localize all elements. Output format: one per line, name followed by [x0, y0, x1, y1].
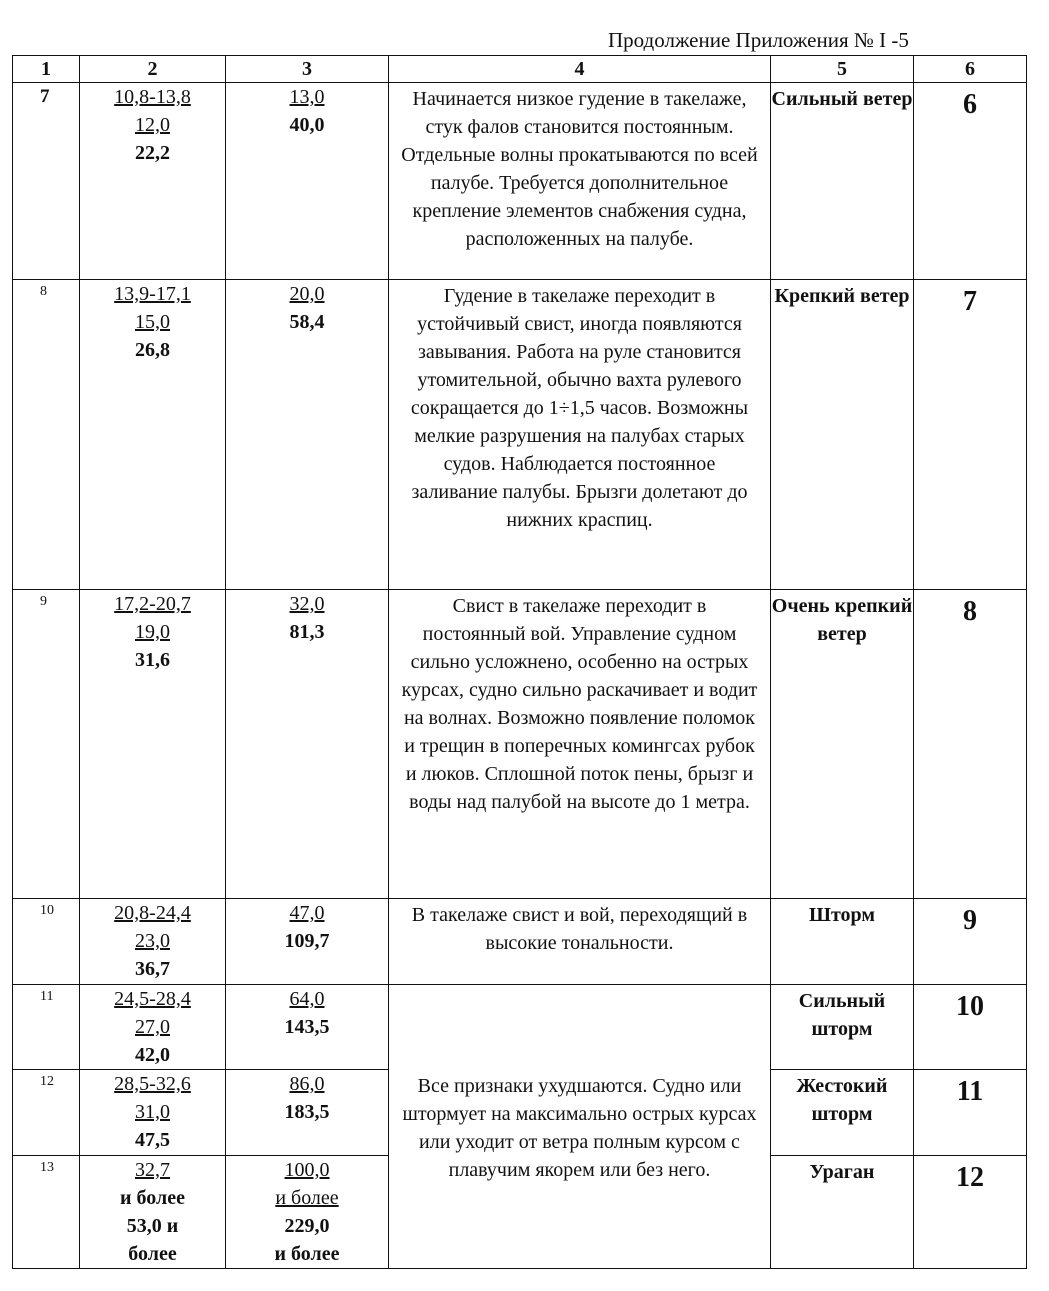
force-value: 229,0: [284, 1215, 330, 1237]
col-header-4: 4: [389, 56, 771, 83]
speed-max: 22,2: [135, 142, 170, 164]
speed-mean: 15,0: [135, 311, 170, 333]
wind-class: 6: [914, 83, 1027, 280]
pressure-value: 20,0: [289, 283, 325, 305]
force-value: 143,5: [284, 1016, 330, 1038]
speed-range: 13,9-17,1: [114, 283, 191, 305]
speed-max: 36,7: [135, 958, 170, 980]
pressure-cell: [226, 985, 389, 1070]
row-number: 9: [13, 590, 80, 899]
speed-mean: 19,0: [135, 621, 170, 643]
speed-range: 17,2-20,7: [114, 593, 191, 615]
pressure-cell: [226, 280, 389, 590]
description-cell: В такелаже свист и вой, переходящий в высокие тональности.: [389, 899, 771, 985]
speed-cell: [80, 1156, 226, 1269]
wind-class: 10: [914, 985, 1027, 1070]
speed-range: 32,7: [135, 1159, 170, 1181]
wind-name: Очень крепкий ветер: [771, 590, 914, 899]
description-cell: Начинается низкое гудение в такелаже, стук фалов становится постоянным. Отдельные волны прокатываются по всей палубе. Требуется дополнительное крепление элементов снабжения судна, расположенных на палубе.: [389, 83, 771, 280]
wind-name: Крепкий ветер: [771, 280, 914, 590]
speed-cell: [80, 985, 226, 1070]
header-row: [13, 56, 1027, 83]
speed-cell: [80, 280, 226, 590]
speed-max: 31,6: [135, 649, 170, 671]
wind-name: Жестокий шторм: [771, 1070, 914, 1156]
pressure-cell: [226, 1156, 389, 1269]
speed-range: 24,5-28,4: [114, 988, 191, 1010]
speed-max: 53,0 и более: [126, 1215, 179, 1265]
force-value: 183,5: [284, 1101, 330, 1123]
speed-mean: 12,0: [135, 114, 170, 136]
speed-mean: и более: [120, 1187, 185, 1209]
speed-range: 20,8-24,4: [114, 902, 191, 924]
table-row: [13, 899, 1027, 985]
col-header-2: 2: [80, 56, 226, 83]
wind-class: 8: [914, 590, 1027, 899]
pressure-value: 32,0: [289, 593, 325, 615]
speed-cell: [80, 899, 226, 985]
table-row: [13, 590, 1027, 899]
pressure-suffix: и более: [275, 1187, 339, 1209]
pressure-value: 47,0: [289, 902, 325, 924]
speed-mean: 31,0: [135, 1101, 170, 1123]
speed-cell: [80, 1070, 226, 1156]
description-cell: Гудение в такелаже переходит в устойчивый свист, иногда появляются завывания. Работа на руле становится утомительной, обычно вахта рулевого сокращается до 1÷1,5 часов. Возможны мелкие разрушения на палубах старых судов. Наблюдается постоянное заливание палубы. Брызги долетают до нижних краспиц.: [389, 280, 771, 590]
speed-mean: 23,0: [135, 930, 170, 952]
wind-name: Ураган: [771, 1156, 914, 1269]
table-row: [13, 280, 1027, 590]
wind-class: 11: [914, 1070, 1027, 1156]
row-number: 7: [13, 83, 80, 280]
wind-name: Сильный ветер: [771, 83, 914, 280]
speed-range: 28,5-32,6: [114, 1073, 191, 1095]
force-value: 109,7: [284, 930, 330, 952]
row-number: 11: [13, 985, 80, 1070]
pressure-cell: [226, 590, 389, 899]
pressure-value: 13,0: [289, 86, 325, 108]
force-value: 40,0: [289, 114, 325, 136]
shared-description-cell: Все признаки ухудшаются. Судно или штормует на максимально острых курсах или уходит от ветра полным курсом с плавучим якорем или без него.: [389, 985, 771, 1269]
force-suffix: и более: [274, 1243, 340, 1265]
page-caption: Продолжение Приложения № I -5: [608, 28, 909, 52]
speed-max: 26,8: [135, 339, 170, 361]
row-number: 10: [13, 899, 80, 985]
wind-class: 12: [914, 1156, 1027, 1269]
wind-name: Шторм: [771, 899, 914, 985]
speed-mean: 27,0: [135, 1016, 170, 1038]
speed-cell: [80, 83, 226, 280]
wind-name: Сильный шторм: [771, 985, 914, 1070]
row-number: 13: [13, 1156, 80, 1269]
pressure-cell: [226, 899, 389, 985]
col-header-5: 5: [771, 56, 914, 83]
pressure-value: 100,0: [284, 1159, 330, 1181]
wind-class: 7: [914, 280, 1027, 590]
table-row: [13, 985, 1027, 1070]
speed-cell: [80, 590, 226, 899]
table-row: [13, 83, 1027, 280]
col-header-1: 1: [13, 56, 80, 83]
pressure-cell: [226, 83, 389, 280]
col-header-6: 6: [914, 56, 1027, 83]
pressure-cell: [226, 1070, 389, 1156]
speed-range: 10,8-13,8: [114, 86, 191, 108]
row-number: 8: [13, 280, 80, 590]
wind-scale-table: [12, 55, 1027, 1269]
speed-max: 47,5: [135, 1129, 170, 1151]
description-cell: Свист в такелаже переходит в постоянный вой. Управление судном сильно усложнено, особенно на острых курсах, судно сильно раскачивает и водит на волнах. Возможно появление поломок и трещин в поперечных комингсах рубок и люков. Сплошной поток пены, брызг и воды над палубой на высоте до 1 метра.: [389, 590, 771, 899]
pressure-value: 86,0: [289, 1073, 325, 1095]
row-number: 12: [13, 1070, 80, 1156]
wind-class: 9: [914, 899, 1027, 985]
col-header-3: 3: [226, 56, 389, 83]
pressure-value: 64,0: [289, 988, 325, 1010]
speed-max: 42,0: [135, 1044, 170, 1066]
force-value: 81,3: [289, 621, 325, 643]
force-value: 58,4: [289, 311, 325, 333]
